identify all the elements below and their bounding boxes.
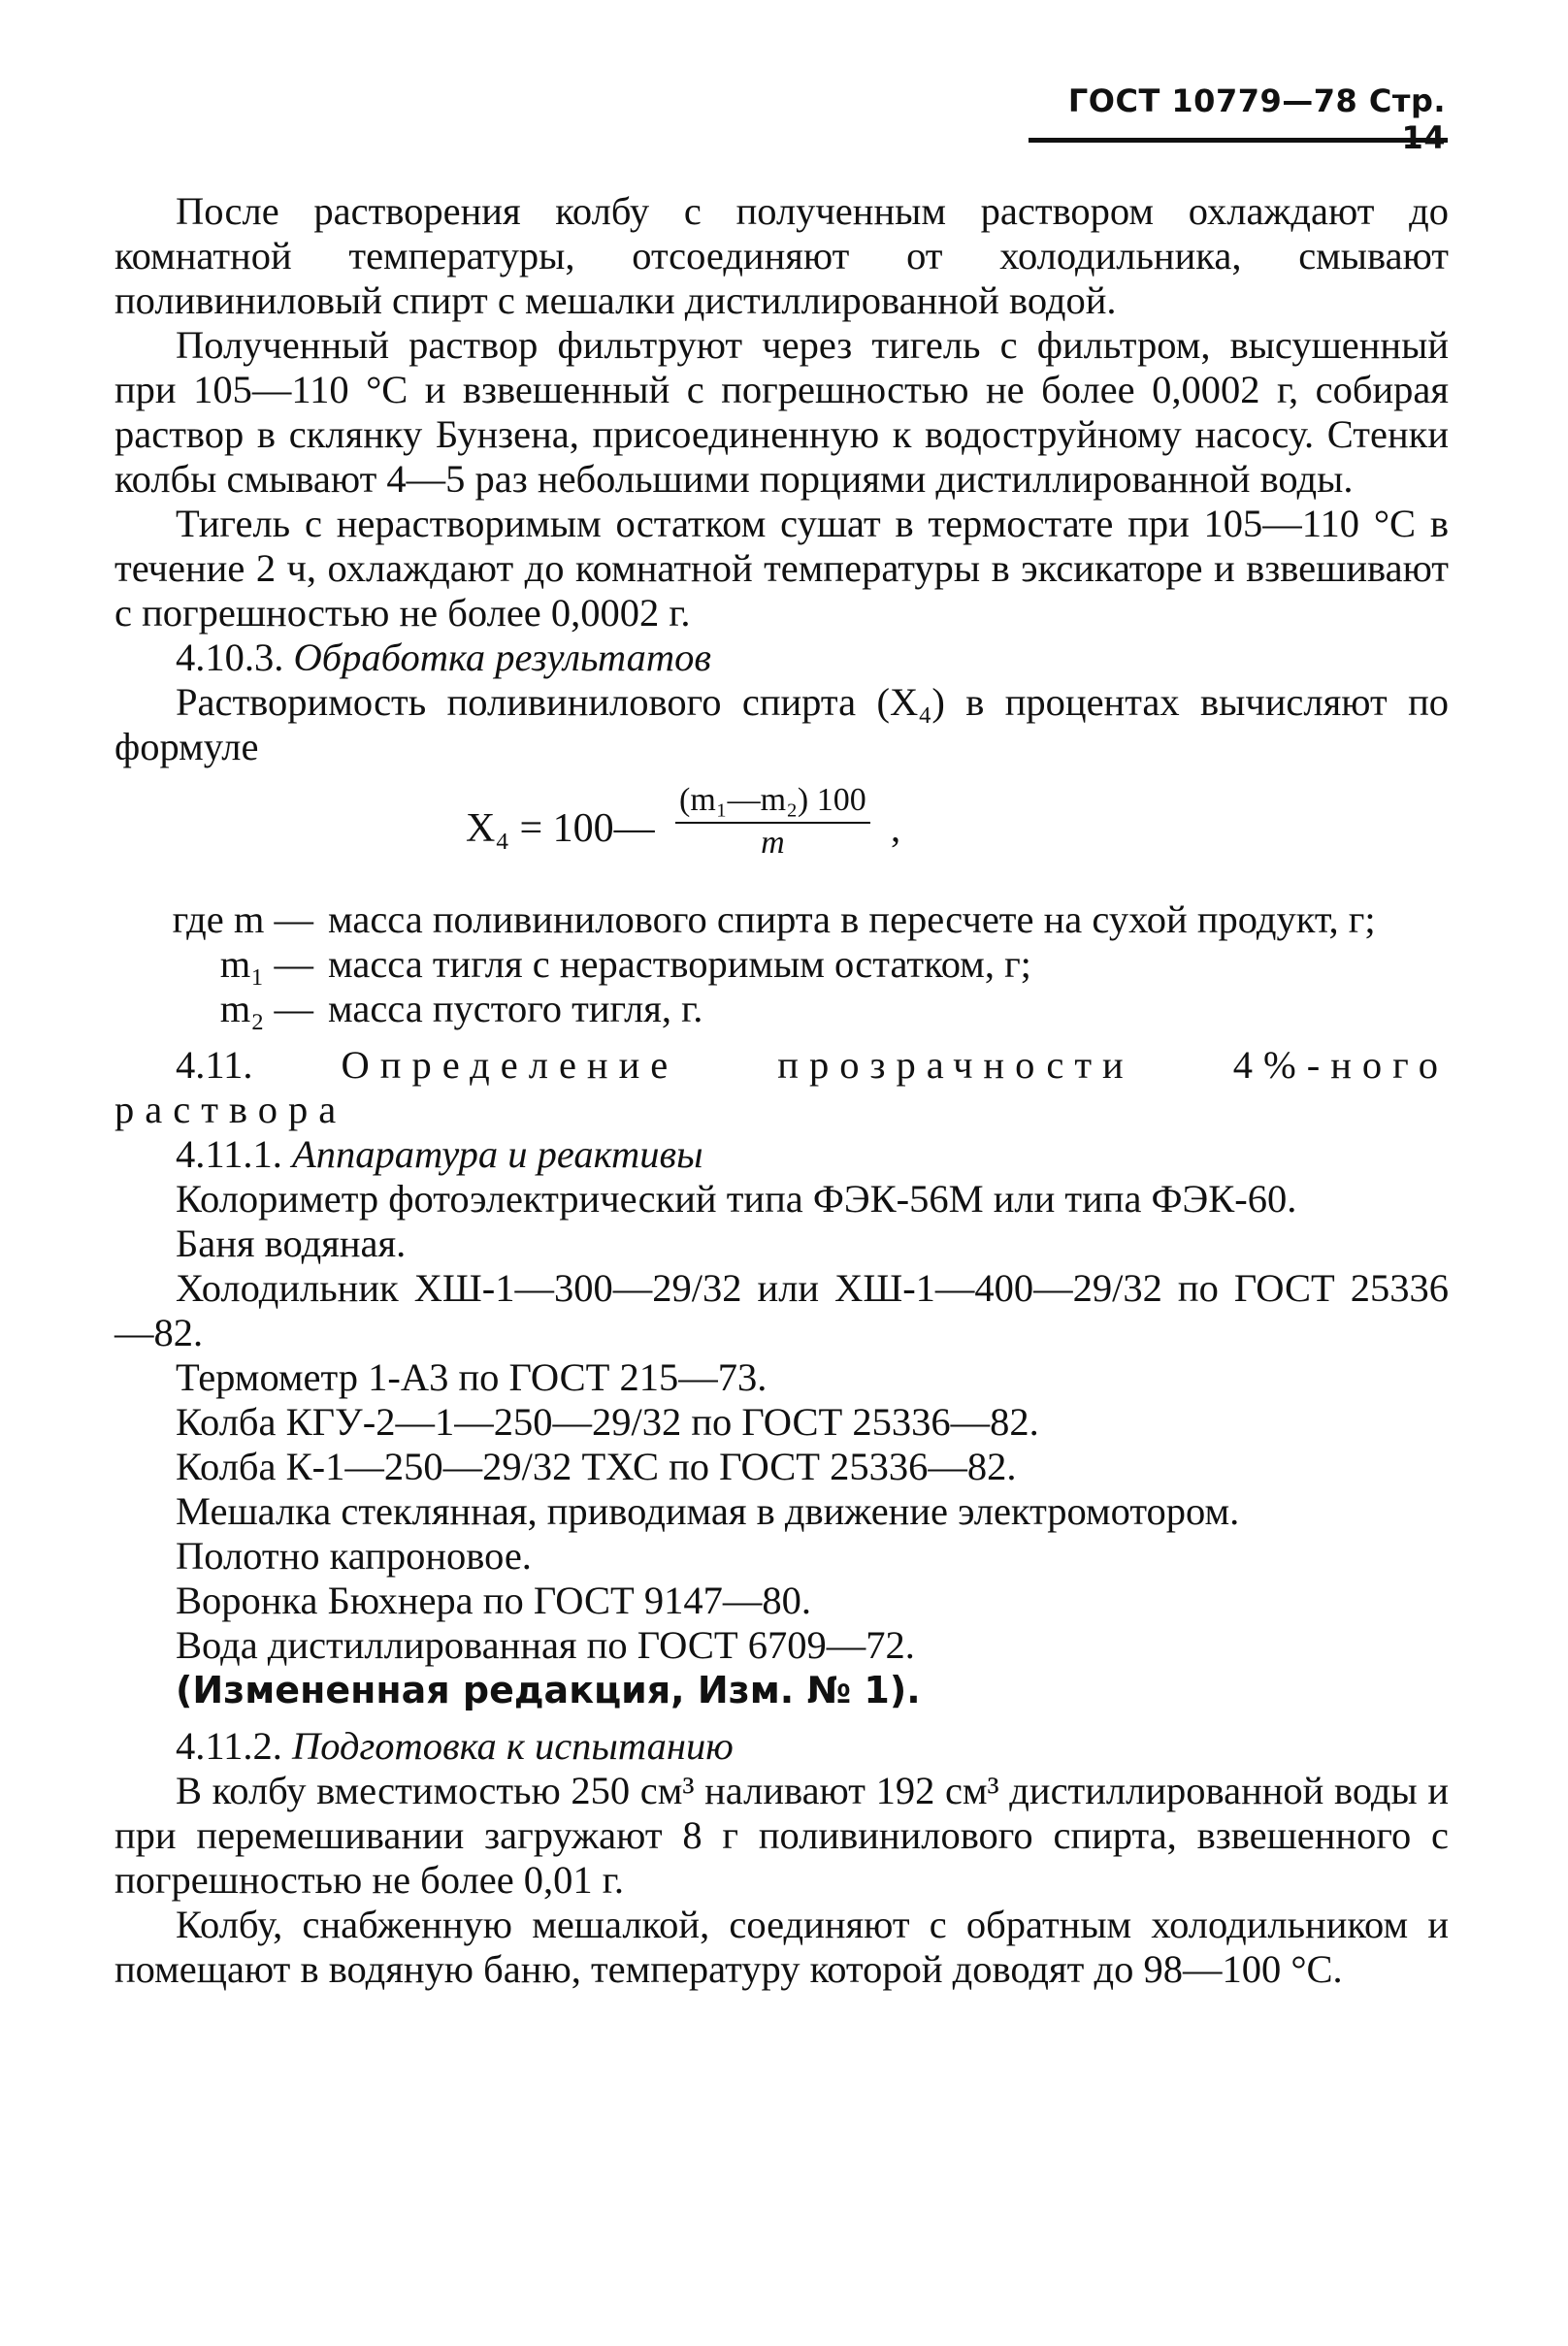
- legend-row: [114, 942, 1449, 987]
- formula-lhs: X₄ = 100—: [466, 806, 655, 851]
- list-item: Воронка Бюхнера по ГОСТ 9147—80.: [176, 1579, 811, 1622]
- formula-numerator: (m₁—m₂) 100: [675, 781, 870, 824]
- list-item: Холодильник ХШ-1—300—29/32 или ХШ-1—400—29/32 по ГОСТ 25336—82.: [114, 1266, 1449, 1354]
- paragraph: Полученный раствор фильтруют через тигель с фильтром, высушенный при 105—110 °С и взвешенный с погрешностью не более 0,0002 г, собирая раствор в склянку Бунзена, присоединенную к водоструйному насосу. Стенки колбы смывают 4—5 раз небольшими порциями дистиллированной воды.: [114, 323, 1449, 501]
- spacer: [114, 1712, 1449, 1724]
- formula-fraction: [675, 781, 870, 863]
- list-item: Баня водяная.: [176, 1222, 407, 1265]
- formula-legend: [114, 897, 1449, 1031]
- section-number: 4.11.: [176, 1043, 253, 1087]
- list-item: Термометр 1-А3 по ГОСТ 215—73.: [176, 1355, 768, 1399]
- legend-term: m₂ —: [219, 987, 313, 1030]
- body-text: [114, 189, 1449, 1992]
- paragraph: Тигель с нерастворимым остатком сушат в термостате при 105—110 °С в течение 2 ч, охлаждают до комнатной температуры в эксикаторе и взвешивают с погрешностью не более 0,0002 г.: [114, 502, 1449, 635]
- section-number: 4.11.2.: [176, 1724, 282, 1768]
- section-title: Обработка результатов: [293, 635, 711, 679]
- amendment-note: (Измененная редакция, Изм. № 1).: [176, 1669, 921, 1711]
- page-number: Стр.: [1368, 82, 1446, 119]
- section-heading-4-11-1: [114, 1132, 1449, 1177]
- formula: [114, 777, 1449, 892]
- legend-row: [114, 987, 1449, 1031]
- legend-row: [114, 897, 1449, 942]
- list-item: Вода дистиллированная по ГОСТ 6709—72.: [176, 1623, 915, 1667]
- section-title: Аппаратура и реактивы: [292, 1132, 703, 1176]
- spacer: [114, 1031, 1449, 1043]
- legend-term: где m —: [172, 897, 313, 941]
- list-item: Колба КГУ-2—1—250—29/32 по ГОСТ 25336—82.: [176, 1400, 1039, 1444]
- section-title: Определение прозрачности 4%-ного раствора: [114, 1043, 1450, 1131]
- paragraph: После растворения колбу с полученным раствором охлаждают до комнатной температуры, отсоединяют от холодильника, смывают поливиниловый спирт с мешалки дистиллированной водой.: [114, 189, 1449, 322]
- paragraph: Колбу, снабженную мешалкой, соединяют с обратным холодильником и помещают в водяную баню, температуру которой доводят до 98—100 °С.: [114, 1903, 1449, 1991]
- legend-description: масса пустого тигля, г.: [328, 987, 703, 1030]
- legend-description: масса поливинилового спирта в пересчете на сухой продукт, г;: [328, 897, 1376, 941]
- legend-description: масса тигля с нерастворимым остатком, г;: [328, 942, 1031, 986]
- paragraph: В колбу вместимостью 250 см³ наливают 192 см³ дистиллированной воды и при перемешивании загружают 8 г поливинилового спирта, взвешенного с погрешностью не более 0,01 г.: [114, 1769, 1449, 1902]
- paragraph: Растворимость поливинилового спирта (X₄) в процентах вычисляют по формуле: [114, 680, 1449, 768]
- legend-term: m₁ —: [219, 942, 313, 986]
- formula-comma: ,: [891, 806, 901, 850]
- header-rule: [1029, 138, 1448, 143]
- section-title: Подготовка к испытанию: [292, 1724, 734, 1768]
- standard-number: ГОСТ 10779—78: [1067, 82, 1358, 119]
- section-heading-4-10-3: [114, 635, 1449, 680]
- list-item: Полотно капроновое.: [176, 1534, 532, 1578]
- list-item: Мешалка стеклянная, приводимая в движение электромотором.: [176, 1489, 1240, 1533]
- list-item: Колба К-1—250—29/32 ТХС по ГОСТ 25336—82.: [176, 1445, 1017, 1488]
- formula-denominator: m: [761, 825, 785, 861]
- page-header: [1058, 82, 1446, 156]
- section-heading-4-11: [114, 1043, 1449, 1132]
- section-number: 4.11.1.: [176, 1132, 282, 1176]
- list-item: Колориметр фотоэлектрический типа ФЭК-56М или типа ФЭК-60.: [176, 1177, 1297, 1221]
- section-heading-4-11-2: [114, 1724, 1449, 1769]
- section-number: 4.10.3.: [176, 635, 284, 679]
